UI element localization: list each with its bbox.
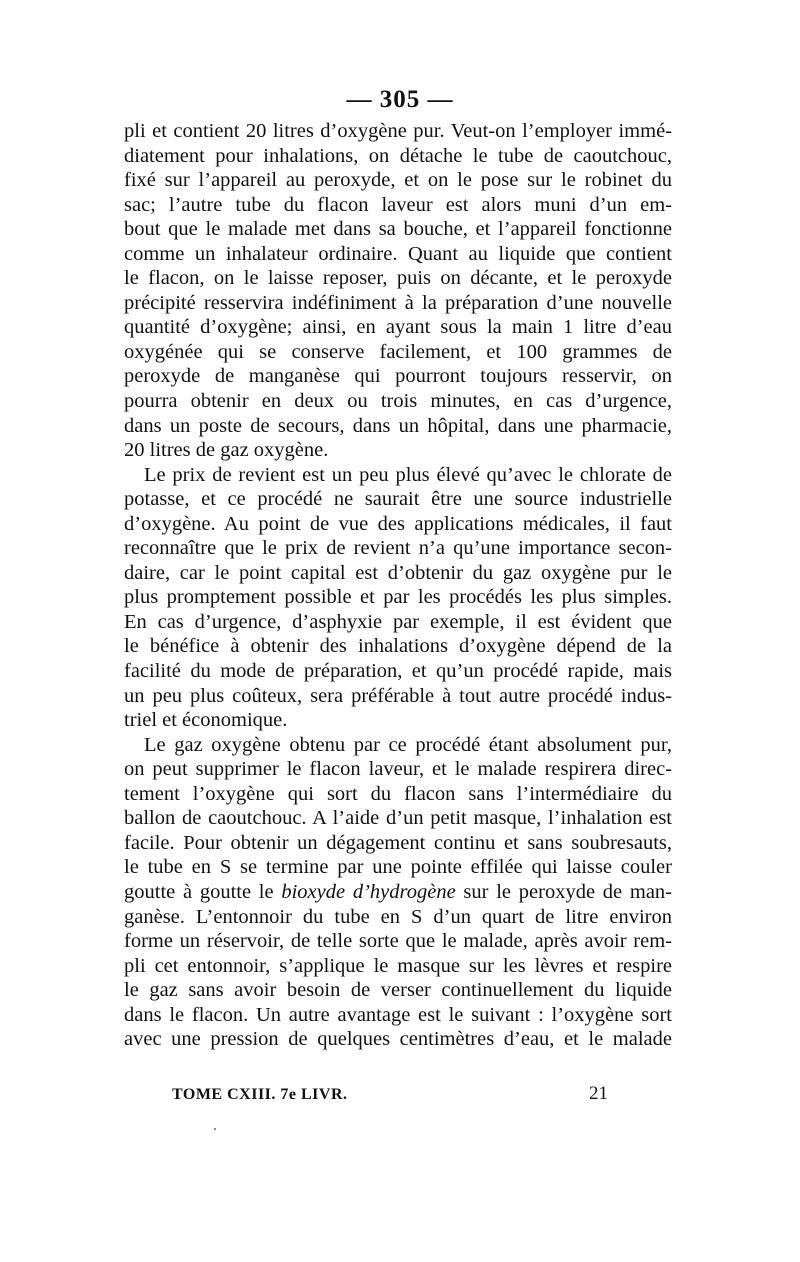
text-line bbox=[124, 880, 672, 905]
text-line: plus promptement possible et par les procédés les plus simples. bbox=[124, 586, 672, 609]
text-fragment: sur le peroxyde de man- bbox=[455, 880, 672, 903]
text-line: Le prix de revient est un peu plus élevé qu’avec le chlorate de bbox=[144, 463, 672, 486]
text-line: fixé sur l’appareil au peroxyde, et on le pose sur le robinet du bbox=[124, 169, 672, 192]
text-line: forme un réservoir, de telle sorte que le malade, après avoir rem- bbox=[124, 930, 672, 953]
text-line: Le gaz oxygène obtenu par ce procédé étant absolument pur, bbox=[144, 733, 672, 756]
text-line: le bénéfice à obtenir des inhalations d’oxygène dépend de la bbox=[124, 635, 672, 658]
text-line: pli et contient 20 litres d’oxygène pur. Veut-on l’employer immé- bbox=[124, 120, 672, 142]
page-number: — 305 — bbox=[346, 86, 454, 113]
text-line: peroxyde de manganèse qui pourront toujours resservir, on bbox=[124, 365, 672, 388]
text-line: dans un poste de secours, dans un hôpital, dans une pharmacie, bbox=[124, 414, 672, 437]
signature-number: 21 bbox=[589, 1083, 608, 1104]
text-line: daire, car le point capital est d’obtenir du gaz oxygène pur le bbox=[124, 561, 672, 584]
text-line: le flacon, on le laisse reposer, puis on décante, et le peroxyde bbox=[124, 267, 672, 290]
text-line: ganèse. L’entonnoir du tube en S d’un quart de litre environ bbox=[124, 905, 672, 928]
text-line: tement l’oxygène qui sort du flacon sans l’intermédiaire du bbox=[124, 782, 672, 805]
text-line: le tube en S se termine par une pointe effilée qui laisse couler bbox=[124, 856, 672, 879]
italic-term: bioxyde d’hydrogène bbox=[281, 880, 456, 903]
text-line: diatement pour inhalations, on détache le tube de caoutchouc, bbox=[124, 144, 672, 167]
text-line: 20 litres de gaz oxygène. bbox=[124, 439, 329, 462]
text-line: quantité d’oxygène; ainsi, en ayant sous la main 1 litre d’eau bbox=[124, 316, 672, 339]
text-line: facile. Pour obtenir un dégagement continu et sans soubresauts, bbox=[124, 831, 672, 854]
text-line: facilité du mode de préparation, et qu’un procédé rapide, mais bbox=[124, 660, 672, 683]
text-line: ballon de caoutchouc. A l’aide d’un petit masque, l’inhalation est bbox=[124, 807, 672, 830]
text-line: reconnaître que le prix de revient n’a qu’une importance secon- bbox=[124, 537, 672, 560]
text-line: En cas d’urgence, d’asphyxie par exemple, il est évident que bbox=[124, 610, 672, 633]
text-line: dans le flacon. Un autre avantage est le suivant : l’oxygène sort bbox=[124, 1003, 672, 1026]
text-line: oxygénée qui se conserve facilement, et 100 grammes de bbox=[124, 340, 672, 363]
text-line: comme un inhalateur ordinaire. Quant au liquide que contient bbox=[124, 242, 672, 265]
text-line: le gaz sans avoir besoin de verser continuellement du liquide bbox=[124, 979, 672, 1002]
text-line: pourra obtenir en deux ou trois minutes, en cas d’urgence, bbox=[124, 390, 672, 413]
text-line: pli cet entonnoir, s’applique le masque sur les lèvres et respire bbox=[124, 954, 672, 977]
signature-mark: TOME CXIII. 7e LIVR. bbox=[172, 1086, 348, 1103]
text-line: précipité resservira indéfiniment à la préparation d’une nouvelle bbox=[124, 291, 672, 314]
text-line: potasse, et ce procédé ne saurait être une source industrielle bbox=[124, 488, 672, 511]
text-fragment: goutte à goutte le bbox=[124, 880, 282, 903]
text-line: un peu plus coûteux, sera préférable à tout autre procédé indus- bbox=[124, 684, 672, 707]
text-line: sac; l’autre tube du flacon laveur est alors muni d’un em- bbox=[124, 193, 672, 216]
paper-speck bbox=[214, 1128, 216, 1130]
text-line: triel et économique. bbox=[124, 709, 288, 732]
text-line: on peut supprimer le flacon laveur, et le malade respirera direc- bbox=[124, 758, 672, 781]
text-line: d’oxygène. Au point de vue des applications médicales, il faut bbox=[124, 512, 672, 535]
text-line: avec une pression de quelques centimètres d’eau, et le malade bbox=[124, 1028, 672, 1051]
text-line: bout que le malade met dans sa bouche, et l’appareil fonctionne bbox=[124, 218, 672, 241]
body-text bbox=[124, 119, 672, 1052]
